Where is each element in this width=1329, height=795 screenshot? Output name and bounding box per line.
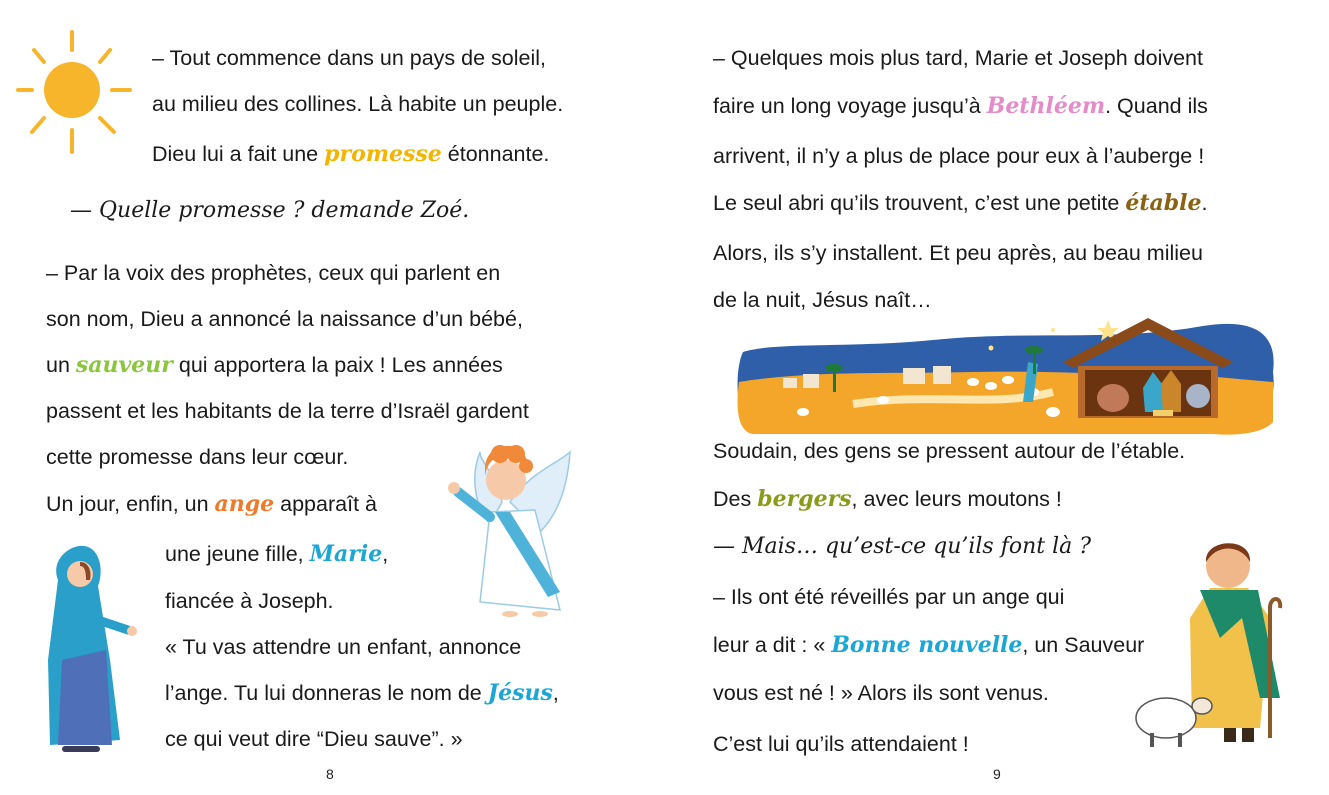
text-line: C’est lui qu’ils attendaient ! <box>713 732 969 756</box>
text-segment: Un jour, enfin, un <box>46 492 215 516</box>
handwritten-dialogue: — Quelle promesse ? demande Zoé. <box>70 198 470 223</box>
text-segment: un <box>46 353 76 377</box>
keyword-bergers: bergers <box>757 486 852 512</box>
handwritten-dialogue: — Mais… qu’est-ce qu’ils font là ? <box>713 534 1092 559</box>
text-line: – Par la voix des prophètes, ceux qui parlent en <box>46 261 501 285</box>
text-line <box>713 632 1144 658</box>
text-segment: Le seul abri qu’ils trouvent, c’est une petite <box>713 191 1126 215</box>
text-line: fiancée à Joseph. <box>165 589 334 613</box>
text-line: – Tout commence dans un pays de soleil, <box>152 46 547 70</box>
text-line: – Ils ont été réveillés par un ange qui <box>713 585 1065 609</box>
sun-disc <box>44 62 100 118</box>
text-segment: , avec leurs moutons ! <box>851 487 1062 511</box>
text-segment: . <box>1201 191 1208 215</box>
text-line <box>713 93 1208 119</box>
text-segment: , <box>552 681 559 705</box>
keyword-promesse: promesse <box>324 141 442 167</box>
text-segment: Des <box>713 487 758 511</box>
text-line: de la nuit, Jésus naît… <box>713 288 932 312</box>
text-segment: qui apportera la paix ! Les années <box>172 353 503 377</box>
text-line <box>46 352 503 378</box>
text-segment: , <box>382 542 389 566</box>
angel-illustration <box>440 432 590 622</box>
text-line: passent et les habitants de la terre d’Israël gardent <box>46 399 529 423</box>
keyword-marie: Marie <box>309 541 383 567</box>
text-line: arrivent, il n’y a plus de place pour eux à l’auberge ! <box>713 144 1205 168</box>
text-line <box>713 190 1207 216</box>
text-segment: l’ange. Tu lui donneras le nom de <box>165 681 488 705</box>
nativity-scene-illustration <box>733 312 1278 436</box>
text-line: Alors, ils s’y installent. Et peu après, au beau milieu <box>713 241 1203 265</box>
text-line <box>165 680 559 706</box>
text-segment: . Quand ils <box>1105 94 1208 118</box>
text-line: vous est né ! » Alors ils sont venus. <box>713 681 1049 705</box>
keyword-jesus: Jésus <box>487 680 553 706</box>
keyword-bethleem: Bethléem <box>986 93 1106 119</box>
text-segment: leur a dit : « <box>713 633 832 657</box>
keyword-sauveur: sauveur <box>75 352 173 378</box>
keyword-etable: étable <box>1125 190 1202 216</box>
text-line: cette promesse dans leur cœur. <box>46 445 349 469</box>
keyword-bonne-nouvelle: Bonne nouvelle <box>831 632 1023 658</box>
text-segment: , un Sauveur <box>1022 633 1145 657</box>
text-segment: une jeune fille, <box>165 542 310 566</box>
mary-illustration <box>40 540 150 765</box>
text-line: Soudain, des gens se pressent autour de l’étable. <box>713 439 1186 463</box>
page-number: 8 <box>326 766 334 782</box>
text-line: son nom, Dieu a annoncé la naissance d’un bébé, <box>46 307 523 331</box>
text-segment: apparaît à <box>274 492 377 516</box>
text-line <box>46 491 377 517</box>
sun-illustration <box>14 24 144 164</box>
text-line: – Quelques mois plus tard, Marie et Joseph doivent <box>713 46 1203 70</box>
text-segment: étonnante. <box>441 142 550 166</box>
text-line: « Tu vas attendre un enfant, annonce <box>165 635 522 659</box>
text-segment: Dieu lui a fait une <box>152 142 325 166</box>
text-line: ce qui veut dire “Dieu sauve”. » <box>165 727 463 751</box>
text-line <box>152 141 549 167</box>
text-line <box>165 541 388 567</box>
page-number: 9 <box>993 766 1001 782</box>
text-segment: faire un long voyage jusqu’à <box>713 94 987 118</box>
text-line <box>713 486 1062 512</box>
keyword-ange: ange <box>214 491 275 517</box>
text-line: au milieu des collines. Là habite un peuple. <box>152 92 564 116</box>
shepherd-boy-illustration <box>1130 528 1300 753</box>
